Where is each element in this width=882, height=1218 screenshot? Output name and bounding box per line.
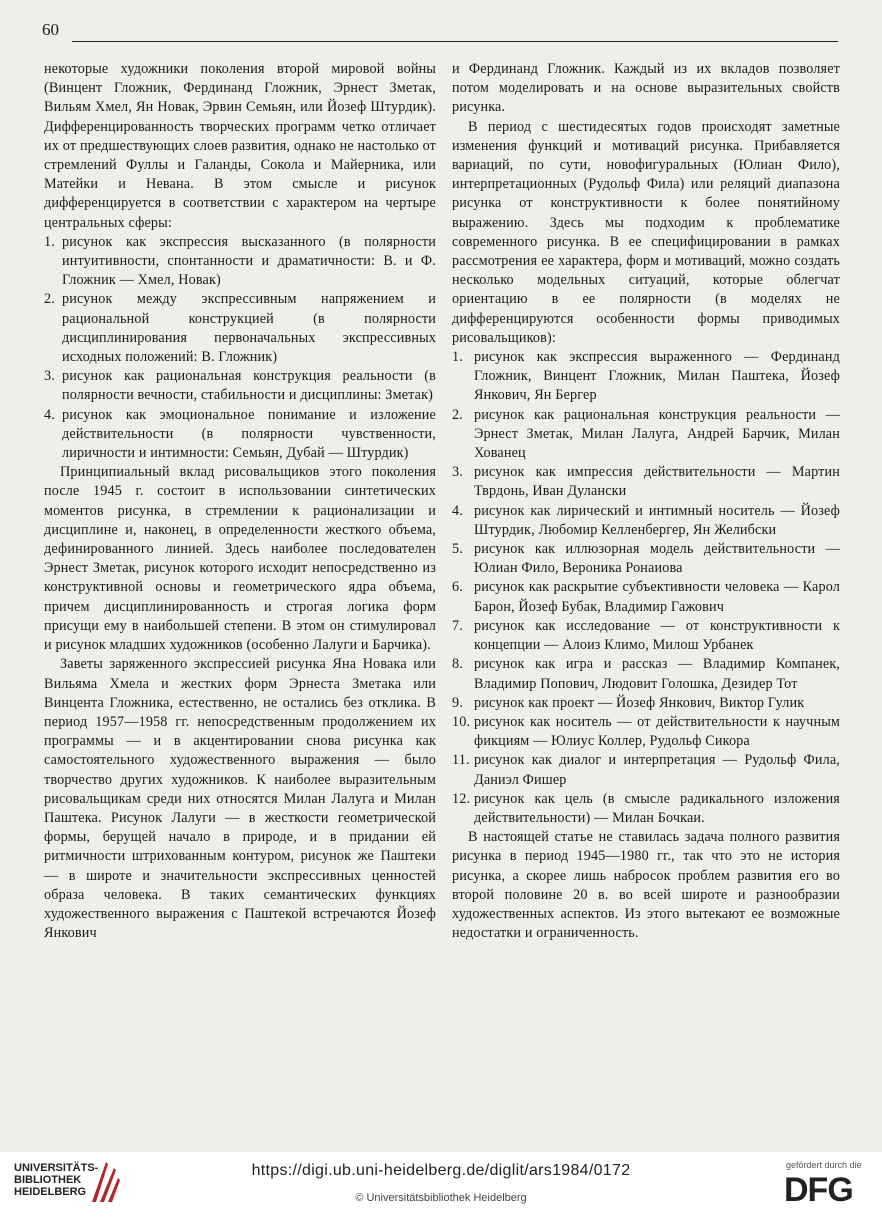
list-item (452, 348, 840, 406)
list-text: рисунок как рациональная конструкция реальности (в полярности вечности, стабильности и дисциплины: Зметак) (62, 368, 436, 404)
list-item (452, 502, 840, 540)
library-name-line: HEIDELBERG (14, 1186, 87, 1198)
header-rule (72, 41, 838, 42)
list-number: 10. (452, 713, 471, 730)
funding-note: gefördert durch die (786, 1160, 862, 1170)
list-number: 1. (452, 349, 463, 366)
list-number: 6. (452, 579, 463, 596)
list-text: рисунок как цель (в смысле радикального изложения действительности) — Милан Бочкаи. (474, 790, 840, 826)
list-number: 2. (44, 291, 55, 308)
list-text: рисунок как исследование — от конструктивности к концепции — Алоиз Климо, Милош Урбанек (474, 617, 840, 654)
list-item (452, 463, 840, 501)
list-number: 11. (452, 752, 470, 769)
page-number: 60 (42, 20, 59, 39)
list-item (44, 290, 436, 367)
list-text: рисунок как эмоциональное понимание и изложение действительности (в полярности чувственности, лиричности и интимности: Семьян, Дубай — Штурдик) (62, 406, 436, 462)
list-number: 2. (452, 406, 463, 423)
list-number: 3. (44, 368, 55, 385)
list-text: рисунок между экспрессивным напряжением и рациональной конструкцией (в полярности дисциплинирования первоначальных экспрессивных исходных положений: В. Гложник) (62, 291, 436, 366)
copyright-notice: © Universitätsbibliothek Heidelberg (355, 1192, 527, 1204)
list-number: 3. (452, 464, 463, 481)
list-item (44, 367, 436, 405)
paragraph: В настоящей статье не ставилась задача полного развития рисунка в период 1945—1980 гг., так что это не история рисунка, а скорее лишь набросок проблем развития его во второй половине 20 в. во всей широте и разнообразии художественных аспектов. Из этого вытекают ее возможные недостатки и ограниченность. (452, 829, 840, 942)
list-text: рисунок как раскрытие субъективности человека — Карол Барон, Йозеф Бубак, Владимир Гажович (474, 579, 840, 615)
list-text: рисунок как лирический и интимный носитель — Йозеф Штурдик, Любомир Келленбергер, Ян Желибски (474, 502, 840, 538)
dfg-logo: DFG (784, 1171, 853, 1209)
list-item (452, 540, 840, 578)
model-list (452, 348, 840, 828)
left-column (44, 60, 436, 943)
list-item (452, 790, 840, 828)
list-text: рисунок как игра и рассказ — Владимир Компанек, Владимир Попович, Людовит Голошка, Дезидер Тот (474, 656, 840, 692)
list-text: рисунок как импрессия действительности — Мартин Тврдонь, Иван Дулански (474, 464, 840, 500)
paragraph: Заветы заряженного экспрессией рисунка Яна Новака или Вильяма Хмела и жестких форм Эрнеста Зметака или Винцента Гложника, естественно, не остались без отклика. В период 1957—1958 гг. непосредственным продолжением их программы — и в акцентировании снова рисунка как самостоятельного художественного выражения — было творчество других художников. К наиболее выразительным рисовальщикам среди них относятся Милан Лалуга и Милан Паштека. Рисунок Лалуги — в жесткости геометрической формы, берущей начало в природе, и в придании ей ритмичности штрихованным контуром, рисунок же Паштеки — в широте и значительности экспрессивных ценностей образа человека. В таких семантических функциях художественного выражения с Паштекой встречаются Йозеф Янкович (44, 656, 436, 942)
list-number: 4. (44, 406, 55, 423)
list-text: рисунок как диалог и интерпретация — Рудольф Фила, Даниэл Фишер (474, 752, 840, 788)
list-number: 4. (452, 502, 463, 519)
list-number: 12. (452, 790, 471, 807)
sphere-list (44, 233, 436, 463)
permalink-link[interactable]: https://digi.ub.uni-heidelberg.de/diglit/ars1984/0172 (251, 1162, 631, 1179)
paragraph: и Фердинанд Гложник. Каждый из их вкладов позволяет потом моделировать и на основе выразительных свойств рисунка. (452, 61, 840, 116)
list-item (452, 713, 840, 751)
list-number: 9. (452, 694, 463, 711)
library-name-line: BIBLIOTHEK (14, 1174, 82, 1186)
list-number: 1. (44, 233, 55, 250)
list-number: 7. (452, 617, 463, 634)
list-number: 8. (452, 656, 463, 673)
list-item (44, 406, 436, 464)
footer-bar (0, 1152, 882, 1218)
list-text: рисунок как экспрессия высказанного (в полярности интуитивности, спонтанности и драматичности: В. и Ф. Гложник — Хмел, Новак) (62, 233, 436, 289)
list-item (452, 751, 840, 789)
list-text: рисунок как рациональная конструкция реальности — Эрнест Зметак, Милан Лалуга, Андрей Барчик, Милан Хованец (474, 406, 840, 462)
library-name-line: UNIVERSITÄTS- (14, 1162, 99, 1174)
list-text: рисунок как иллюзорная модель действительности — Юлиан Фило, Вероника Ронаиова (474, 541, 840, 577)
list-item (452, 694, 840, 713)
paragraph: В период с шестидесятых годов происходят заметные изменения функций и мотиваций рисунка. Прибавляется вариаций, по сути, новофигуральных (Юлиан Фило), интерпретационных (Рудольф Фила) или реляций диапазона рисунка от конструктивности к более понятийному выражению. Здесь мы подходим к проблематике современного рисунка. В ее специфицировании в рамках рассмотрения ее характера, форм и мотиваций, можно создать несколько модельных ситуаций, которые облегчат ориентацию в ее полярности (в моделях не дифференцируются особенности формы приводимых рисовальщиков): (452, 118, 840, 346)
list-item (452, 617, 840, 655)
right-column (452, 60, 840, 943)
list-number: 5. (452, 541, 463, 558)
paragraph: некоторые художники поколения второй мировой войны (Винцент Гложник, Фердинанд Гложник, Эрнест Зметак, Вильям Хмел, Ян Новак, Эрвин Семьян, или Йозеф Штурдик). Дифференцированность творческих программ четко отличает их от предшествующих слоев развития, однако не настолько от стремлений Фуллы и Галанды, Сокола и Майерника, или Матейки и Невана. В этом смысле и рисунок дифференцируется в соответствии с характером на чертыре центральных сферы: (44, 61, 436, 231)
list-text: рисунок как экспрессия выраженного — Фердинанд Гложник, Винцент Гложник, Милан Паштека, Йозеф Янкович, Ян Бергер (474, 349, 840, 404)
list-item (452, 578, 840, 616)
list-text: рисунок как носитель — от действительности к научным фикциям — Юлиус Коллер, Рудольф Сикора (474, 713, 840, 750)
list-text: рисунок как проект — Йозеф Янкович, Виктор Гулик (474, 694, 805, 711)
list-item (44, 233, 436, 291)
paragraph: Принципиальный вклад рисовальщиков этого поколения после 1945 г. состоит в использовании синтетических моментов рисунка, в стремлении к рационализации и дисциплине и, наконец, в определенности жесткого объема, дефинированного линией. Здесь наиболее последователен Эрнест Зметак, рисунок которого исходит непосредственно из конструктивной основы и геометрического ядра объема, причем дисциплинированность и строгая логика форм присущи ему в наибольшей степени. В этом он стимулировал и рисунок младших художников (особенно Лалуги и Барчика). (44, 464, 436, 654)
list-item (452, 655, 840, 693)
list-item (452, 406, 840, 464)
